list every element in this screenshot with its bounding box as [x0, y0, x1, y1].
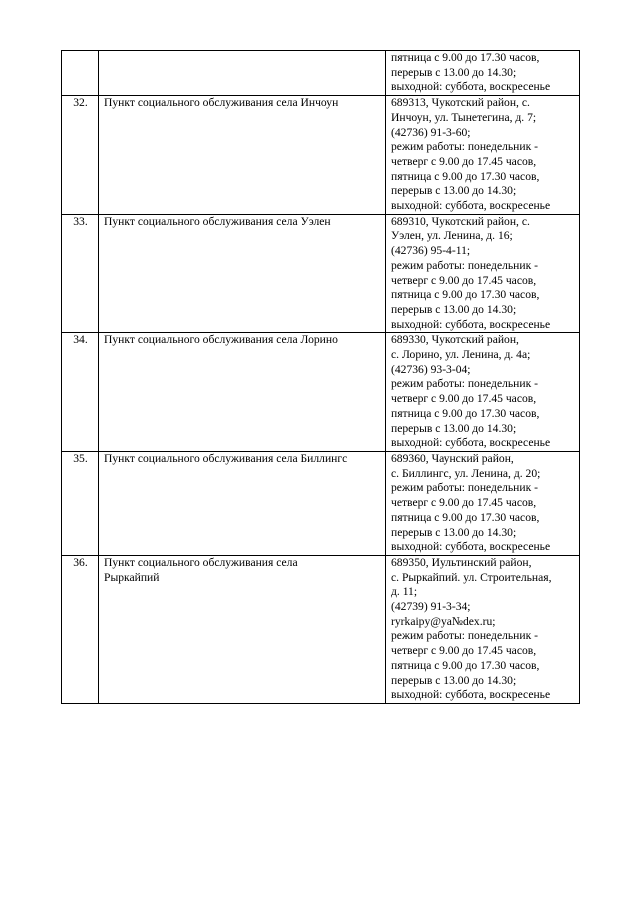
contact-info-line: (42736) 91-3-60; [391, 125, 471, 139]
contact-info-cell [386, 96, 580, 215]
contact-info-line: (42736) 95-4-11; [391, 244, 471, 258]
contact-info-line: четверг с 9.00 до 17.45 часов, [391, 496, 537, 510]
contact-info-line: 689313, Чукотский район, с. [391, 96, 530, 110]
contact-info-line: д. 11; [391, 585, 418, 599]
contact-info-line: (42739) 91-3-34; [391, 600, 471, 614]
contact-info-line: перерыв с 13.00 до 14.30; [391, 184, 517, 198]
contact-info-line: перерыв с 13.00 до 14.30; [391, 673, 517, 687]
contact-info-line: выходной: суббота, воскресенье [391, 199, 551, 213]
contact-info-line: выходной: суббота, воскресенье [391, 688, 551, 702]
contact-info-line: режим работы: понедельник - [391, 258, 538, 272]
service-point-name-line: Пункт социального обслуживания села Лорино [104, 333, 338, 347]
contact-info-line: пятница с 9.00 до 17.30 часов, [391, 169, 540, 183]
contact-info-line: пятница с 9.00 до 17.30 часов, [391, 658, 540, 672]
contact-info-cell [386, 51, 580, 96]
contact-info-line: пятница с 9.00 до 17.30 часов, [391, 288, 540, 302]
contact-info-line: перерыв с 13.00 до 14.30; [391, 525, 517, 539]
contact-info-line: Уэлен, ул. Ленина, д. 16; [391, 229, 513, 243]
contact-info-line: четверг с 9.00 до 17.45 часов, [391, 392, 537, 406]
row-number-cell [62, 51, 99, 96]
contact-info-line: четверг с 9.00 до 17.45 часов, [391, 273, 537, 287]
contact-info-line: с. Биллингс, ул. Ленина, д. 20; [391, 466, 541, 480]
service-point-name-line: Пункт социального обслуживания села [104, 555, 298, 569]
table-row [62, 214, 580, 333]
service-points-table [61, 50, 580, 704]
contact-info-line: (42736) 93-3-04; [391, 362, 471, 376]
contact-info-cell [386, 214, 580, 333]
row-number-cell [62, 451, 99, 555]
row-number: 34. [73, 333, 88, 347]
service-point-name-cell [99, 451, 386, 555]
table-row [62, 555, 580, 703]
row-number: 33. [73, 214, 88, 228]
contact-info-line: 689310, Чукотский район, с. [391, 214, 530, 228]
contact-info-line: выходной: суббота, воскресенье [391, 540, 551, 554]
contact-info-line: четверг с 9.00 до 17.45 часов, [391, 154, 537, 168]
service-point-name-cell [99, 214, 386, 333]
contact-info-line: перерыв с 13.00 до 14.30; [391, 421, 517, 435]
contact-info-cell [386, 555, 580, 703]
contact-info-line: 689330, Чукотский район, [391, 333, 519, 347]
contact-info-line: перерыв с 13.00 до 14.30; [391, 65, 517, 79]
table-row [62, 451, 580, 555]
service-point-name-line: Пункт социального обслуживания села Уэлен [104, 214, 331, 228]
contact-info-line: режим работы: понедельник - [391, 140, 538, 154]
row-number-cell [62, 96, 99, 215]
contact-info-line: четверг с 9.00 до 17.45 часов, [391, 644, 537, 658]
contact-info-cell [386, 333, 580, 452]
table-row [62, 51, 580, 96]
row-number-cell [62, 555, 99, 703]
contact-info-line: с. Лорино, ул. Ленина, д. 4а; [391, 348, 531, 362]
row-number: 36. [73, 555, 88, 569]
service-point-name-line: Пункт социального обслуживания села Биллингс [104, 451, 348, 465]
contact-info-line: выходной: суббота, воскресенье [391, 436, 551, 450]
contact-info-line: режим работы: понедельник - [391, 629, 538, 643]
row-number-cell [62, 214, 99, 333]
contact-info-line: с. Рыркайпий. ул. Строительная, [391, 570, 552, 584]
contact-info-line: выходной: суббота, воскресенье [391, 80, 551, 94]
contact-info-line: режим работы: понедельник - [391, 481, 538, 495]
contact-info-line: пятница с 9.00 до 17.30 часов, [391, 510, 540, 524]
contact-info-line: выходной: суббота, воскресенье [391, 317, 551, 331]
table-row [62, 96, 580, 215]
contact-info-cell [386, 451, 580, 555]
contact-info-line: режим работы: понедельник - [391, 377, 538, 391]
contact-info-line: пятница с 9.00 до 17.30 часов, [391, 406, 540, 420]
contact-info-line: 689360, Чаунский район, [391, 451, 514, 465]
row-number-cell [62, 333, 99, 452]
contact-info-line: пятница с 9.00 до 17.30 часов, [391, 51, 540, 64]
service-point-name-line: Рыркайпий [104, 570, 160, 584]
contact-email-line: ryrkaipy@ya№dex.ru; [391, 614, 496, 628]
service-point-name-cell [99, 555, 386, 703]
service-point-name-cell [99, 333, 386, 452]
table-body [62, 51, 580, 704]
row-number: 32. [73, 96, 88, 110]
contact-info-line: перерыв с 13.00 до 14.30; [391, 302, 517, 316]
table-row [62, 333, 580, 452]
contact-info-line: 689350, Иультинский район, [391, 555, 532, 569]
service-point-name-cell [99, 51, 386, 96]
row-number: 35. [73, 451, 88, 465]
service-point-name-cell [99, 96, 386, 215]
contact-info-line: Инчоун, ул. Тынетегина, д. 7; [391, 110, 537, 124]
service-point-name-line: Пункт социального обслуживания села Инчоун [104, 96, 339, 110]
